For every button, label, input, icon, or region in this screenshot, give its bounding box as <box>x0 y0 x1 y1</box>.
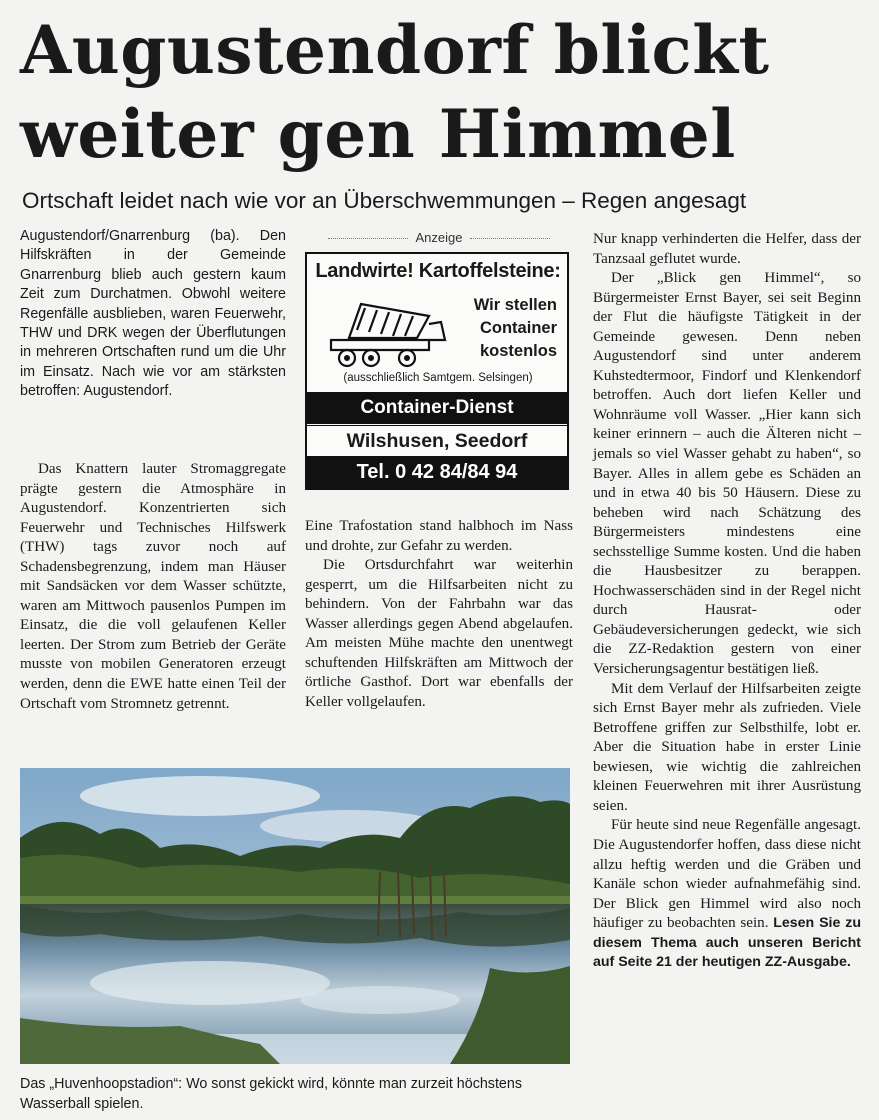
article-headline <box>20 8 865 176</box>
paragraph-text: Für heute sind neue Regenfälle angesagt. Die Augustendorfer hoffen, dass diese nicht allzu heftig werden und die Gräben und Kanäle schon wieder aufnahmefähig sind. Der Blick gen Himmel wird also noch häufiger zu beobachten sein. <box>593 817 861 932</box>
article-column-2 <box>305 517 573 712</box>
article-column-3 <box>593 230 861 973</box>
ad-offer-line-3: kostenlos <box>479 342 557 360</box>
ad-offer-line-2: Container <box>479 319 557 337</box>
dump-truck-icon <box>325 294 455 375</box>
article-lead: Augustendorf/Gnarrenburg (ba). Den Hilfskräften in der Gemeinde Gnarrenburg blieb auch gestern kaum Zeit zum Durchatmen. Obwohl weitere Regenfälle ausblieben, waren Feuerwehr, THW und DRK wegen der Überflutungen in mehreren Ortschaften rund um die Uhr im Einsatz. Nach wie vor am stärksten betroffen: Augustendorf. <box>20 228 286 400</box>
flooded-field-photo <box>20 768 570 1064</box>
ad-location: Wilshusen, Seedorf <box>307 425 567 457</box>
paragraph: Der „Blick gen Himmel“, so Bürgermeister Ernst Bayer, sei seit Beginn der Flut die häufigste Tätigkeit in der Gemeinde gewesen. Denn neben Augustendorf sind unter anderem Kuhstedtermoor, Findorf und Klenkendorf betroffen. Auch dort liefen Keller und Wohnräume voll Wasser. „Hier kann sich keiner erinnern – auch die Älteren nicht – jemals so viel Wasser gehabt zu haben“, so Bayer. Alles in allem gebe es Schäden an und in etwa 40 bis 50 Häusern. Diese zu beheben wird nach Schätzung des Bürgermeisters mindestens eine sechsstellige Summe kosten. Und die haben die Hausbesitzer zu berappen. Hochwasserschäden sind in der Regel nicht durch Hausrat- oder Gebäudeversicherungen gedeckt, wie sich die ZZ-Redaktion gestern von einer Versicherungsagentur bestätigen ließ. <box>593 270 861 678</box>
headline-line-2: weiter gen Himmel <box>20 95 736 173</box>
advertisement <box>305 252 569 490</box>
paragraph <box>593 816 861 972</box>
ad-note: (ausschließlich Samtgem. Selsingen) <box>343 372 533 384</box>
paragraph: Nur knapp verhinderten die Helfer, dass der Tanzsaal geflutet wurde. <box>593 231 861 267</box>
paragraph: Eine Trafostation stand halbhoch im Nass und drohte, zur Gefahr zu werden. <box>305 518 573 554</box>
paragraph: Das Knattern lauter Stromaggregate prägte gestern die Atmosphäre in Augustendorf. Konzentrierten sich Feuerwehr und Technisches Hilfswerk (THW) tags zuvor noch auf Schadensbegrenzung, indem man Häuser mit Sandsäcken vor dem Wasser schützte, waren am Mittwoch pausenlos Pumpen im Einsatz, die die voll gelaufenen Keller leerten. Der Strom zum Betrieb der Geräte musste von mobilen Generatoren erzeugt werden, denn die EWE hatte einen Teil der Ortschaft vom Stromnetz getrennt. <box>20 461 286 712</box>
advertisement-label: Anzeige <box>305 230 573 245</box>
ad-offer-line-1: Wir stellen <box>473 296 557 314</box>
related-article-note: Lesen Sie zu diesem Thema auch unseren Bericht auf Seite 21 der heutigen ZZ-Ausgabe. <box>593 915 861 971</box>
ad-headline: Landwirte! Kartoffelsteine: <box>315 260 561 282</box>
article-subheadline: Ortschaft leidet nach wie vor an Überschwemmungen – Regen angesagt <box>22 188 747 213</box>
ad-offer <box>474 294 557 363</box>
paragraph: Die Ortsdurchfahrt war weiterhin gesperrt, um die Hilfsarbeiten nicht zu behindern. Von der Fahrbahn war das Wasser allerdings gegen Abend abgelaufen. Am meisten Mühe machte den unentwegt schuftenden Hilfskräften am Mittwoch der örtliche Gasthof. Dort war ebenfalls der Keller vollgelaufen. <box>305 557 573 710</box>
ad-company: Container-Dienst <box>307 392 567 424</box>
paragraph: Mit dem Verlauf der Hilfsarbeiten zeigte sich Ernst Bayer mehr als zufrieden. Viele Betroffene griffen zur Selbsthilfe, lobt er. Aber die Situation habe in erster Linie bewiesen, wie wichtig die zahlreichen kleinen Feuerwehren mit ihrer Ausrüstung seien. <box>593 680 861 814</box>
headline-line-1: Augustendorf blickt <box>20 11 770 89</box>
photo-caption: Das „Huvenhoopstadion“: Wo sonst gekickt wird, könnte man zurzeit höchstens Wasserball spielen. <box>20 1076 522 1112</box>
article-column-1 <box>20 460 286 714</box>
ad-phone: Tel. 0 42 84/84 94 <box>307 456 567 488</box>
